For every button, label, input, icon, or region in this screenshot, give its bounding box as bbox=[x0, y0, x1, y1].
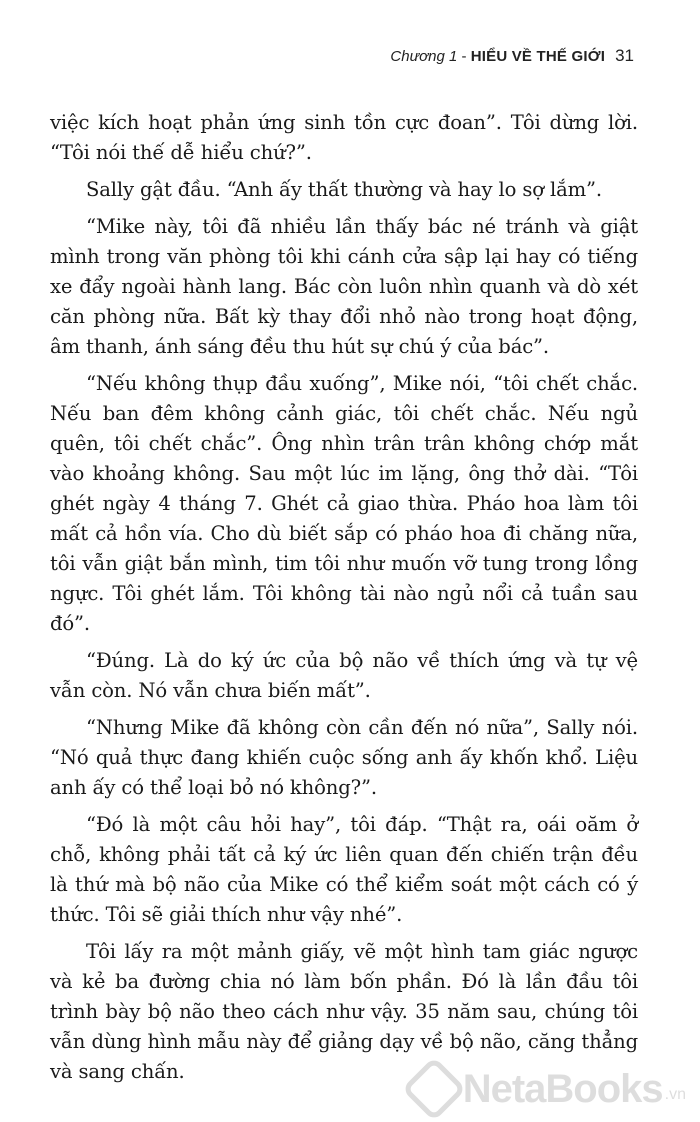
page-number: 31 bbox=[615, 46, 634, 65]
watermark-brand: NetaBooks bbox=[462, 1066, 663, 1111]
paragraph: Tôi lấy ra một mảnh giấy, vẽ một hình tam giác ngược và kẻ ba đường chia nó làm bốn phần. Đó là lần đầu tôi trình bày bộ não theo cách như vậy. 35 năm sau, chúng tôi vẫn dùng hình mẫu này để giảng dạy về bộ não, căng thẳng và sang chấn. bbox=[50, 940, 638, 1083]
paragraph: “Đó là một câu hỏi hay”, tôi đáp. “Thật ra, oái oăm ở chỗ, không phải tất cả ký ức liên quan đến chiến trận đều là thứ mà bộ não của Mike có thể kiểm soát một cách có ý thức. Tôi sẽ giải thích như vậy nhé”. bbox=[50, 813, 638, 926]
paragraph: “Mike này, tôi đã nhiều lần thấy bác né tránh và giật mình trong văn phòng tôi khi cánh cửa sập lại hay có tiếng xe đẩy ngoài hành lang. Bác còn luôn nhìn quanh và dò xét căn phòng nữa. Bất kỳ thay đổi nhỏ nào trong hoạt động, âm thanh, ánh sáng đều thu hút sự chú ý của bác”. bbox=[50, 215, 638, 358]
paragraph: Sally gật đầu. “Anh ấy thất thường và hay lo sợ lắm”. bbox=[86, 178, 602, 201]
netabooks-logo-icon bbox=[401, 1056, 466, 1121]
running-header bbox=[390, 46, 634, 66]
header-separator: - bbox=[457, 48, 471, 65]
paragraph: “Nhưng Mike đã không còn cần đến nó nữa”, Sally nói. “Nó quả thực đang khiến cuộc sống anh ấy khốn khổ. Liệu anh ấy có thể loại bỏ nó không?”. bbox=[50, 716, 638, 799]
chapter-title: HIỂU VỀ THẾ GIỚI bbox=[470, 48, 606, 65]
paragraph: việc kích hoạt phản ứng sinh tồn cực đoan”. Tôi dừng lời. “Tôi nói thế dễ hiểu chứ?”. bbox=[50, 111, 638, 164]
paragraph: “Đúng. Là do ký ức của bộ não về thích ứng và tự vệ vẫn còn. Nó vẫn chưa biến mất”. bbox=[50, 649, 638, 702]
chapter-label: Chương 1 bbox=[390, 48, 458, 65]
watermark-tld: .vn bbox=[664, 1086, 686, 1103]
body-text bbox=[50, 108, 638, 1094]
paragraph: “Nếu không thụp đầu xuống”, Mike nói, “tôi chết chắc. Nếu ban đêm không cảnh giác, tôi chết chắc. Nếu ngủ quên, tôi chết chắc”. Ông nhìn trân trân không chớp mắt vào khoảng không. Sau một lúc im lặng, ông thở dài. “Tôi ghét ngày 4 tháng 7. Ghét cả giao thừa. Pháo hoa làm tôi mất cả hồn vía. Cho dù biết sắp có pháo hoa đi chăng nữa, tôi vẫn giật bắn mình, tim tôi như muốn vỡ tung trong lồng ngực. Tôi ghét lắm. Tôi không tài nào ngủ nổi cả tuần sau đó”. bbox=[50, 372, 638, 635]
watermark bbox=[411, 1066, 686, 1112]
